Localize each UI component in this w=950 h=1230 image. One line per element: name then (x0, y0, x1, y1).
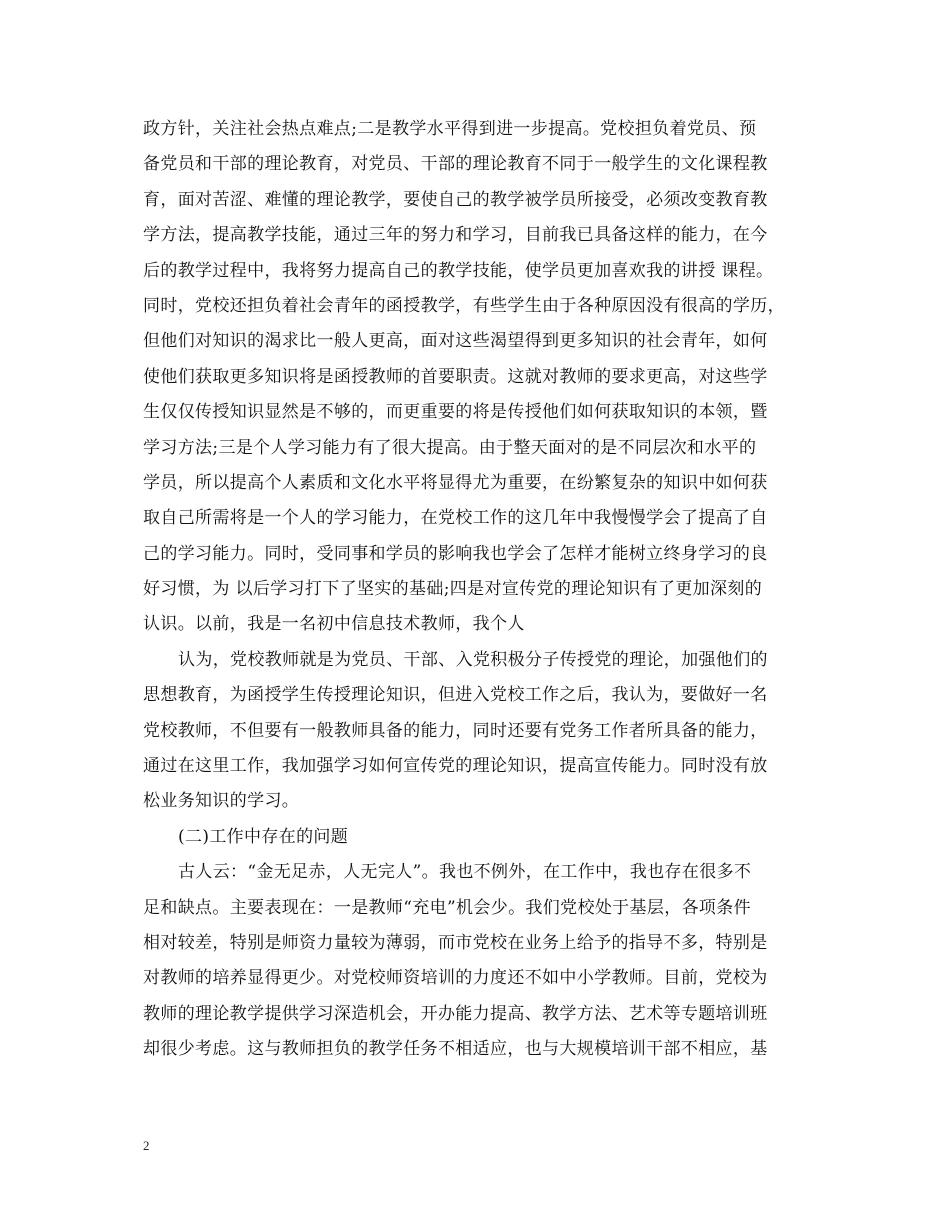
text-line: 使他们获取更多知识将是函授教师的首要职责。这就对教师的要求更高，对这些学 (143, 366, 768, 387)
text-line: 备党员和干部的理论教育，对党员、干部的理论教育不同于一般学生的文化课程教 (143, 154, 768, 175)
section-heading: (二)工作中存在的问题 (178, 826, 349, 847)
text-line: 认为，党校教师就是为党员、干部、入党积极分子传授党的理论，加强他们的 (178, 649, 768, 670)
text-line: 己的学习能力。同时，受同事和学员的影响我也学会了怎样才能树立终身学习的良 (143, 543, 768, 564)
text-line: 育，面对苦涩、难懂的理论教学，要使自己的教学被学员所接受，必须改变教育教 (143, 189, 768, 210)
body-text (143, 112, 823, 1068)
text-line: 好习惯，为 以后学习打下了坚实的基础;四是对宣传党的理论知识有了更加深刻的 (143, 579, 763, 600)
text-line: 认识。以前，我是一名初中信息技术教师，我个人 (143, 614, 525, 635)
page-number: 2 (143, 1138, 150, 1153)
text-line: 对教师的培养显得更少。对党校师资培训的力度还不如中小学教师。目前，党校为 (143, 968, 768, 989)
text-line: 通过在这里工作，我加强学习如何宣传党的理论知识，提高宣传能力。同时没有放 (143, 756, 768, 777)
text-line: 却很少考虑。这与教师担负的教学任务不相适应，也与大规模培训干部不相应，基 (143, 1039, 768, 1060)
text-line: 相对较差，特别是师资力量较为薄弱，而市党校在业务上给予的指导不多，特别是 (143, 932, 768, 953)
text-line: 学方法，提高教学技能，通过三年的努力和学习，目前我已具备这样的能力，在今 (143, 225, 768, 246)
text-line: 政方针，关注社会热点难点;二是教学水平得到进一步提高。党校担负着党员、预 (143, 119, 757, 139)
text-line: 生仅仅传授知识显然是不够的，而更重要的将是传授他们如何获取知识的本领，暨 (143, 402, 768, 423)
text-line: 松业务知识的学习。 (143, 791, 300, 812)
text-line: 学习方法;三是个人学习能力有了很大提高。由于整天面对的是不同层次和水平的 (143, 437, 757, 458)
text-line: 学员，所以提高个人素质和文化水平将显得尤为重要，在纷繁复杂的知识中如何获 (143, 472, 768, 493)
text-line: 思想教育，为函授学生传授理论知识，但进入党校工作之后，我认为，要做好一名 (143, 685, 768, 706)
text-line: 足和缺点。主要表现在：一是教师“充电”机会少。我们党校处于基层，各项条件 (143, 897, 751, 918)
text-line: 同时，党校还担负着社会青年的函授教学，有些学生由于各种原因没有很高的学历， (143, 295, 785, 316)
text-line: 但他们对知识的渴求比一般人更高，面对这些渴望得到更多知识的社会青年，如何 (143, 331, 768, 352)
text-line: 古人云：“金无足赤，人无完人”。我也不例外，在工作中，我也存在很多不 (178, 862, 752, 883)
text-line: 党校教师，不但要有一般教师具备的能力，同时还要有党务工作者所具备的能力， (143, 720, 768, 741)
text-line: 取自己所需将是一个人的学习能力，在党校工作的这几年中我慢慢学会了提高了自 (143, 508, 768, 529)
text-line: 后的教学过程中，我将努力提高自己的教学技能，使学员更加喜欢我的讲授 课程。 (143, 260, 774, 281)
text-line: 教师的理论教学提供学习深造机会，开办能力提高、教学方法、艺术等专题培训班 (143, 1003, 768, 1024)
